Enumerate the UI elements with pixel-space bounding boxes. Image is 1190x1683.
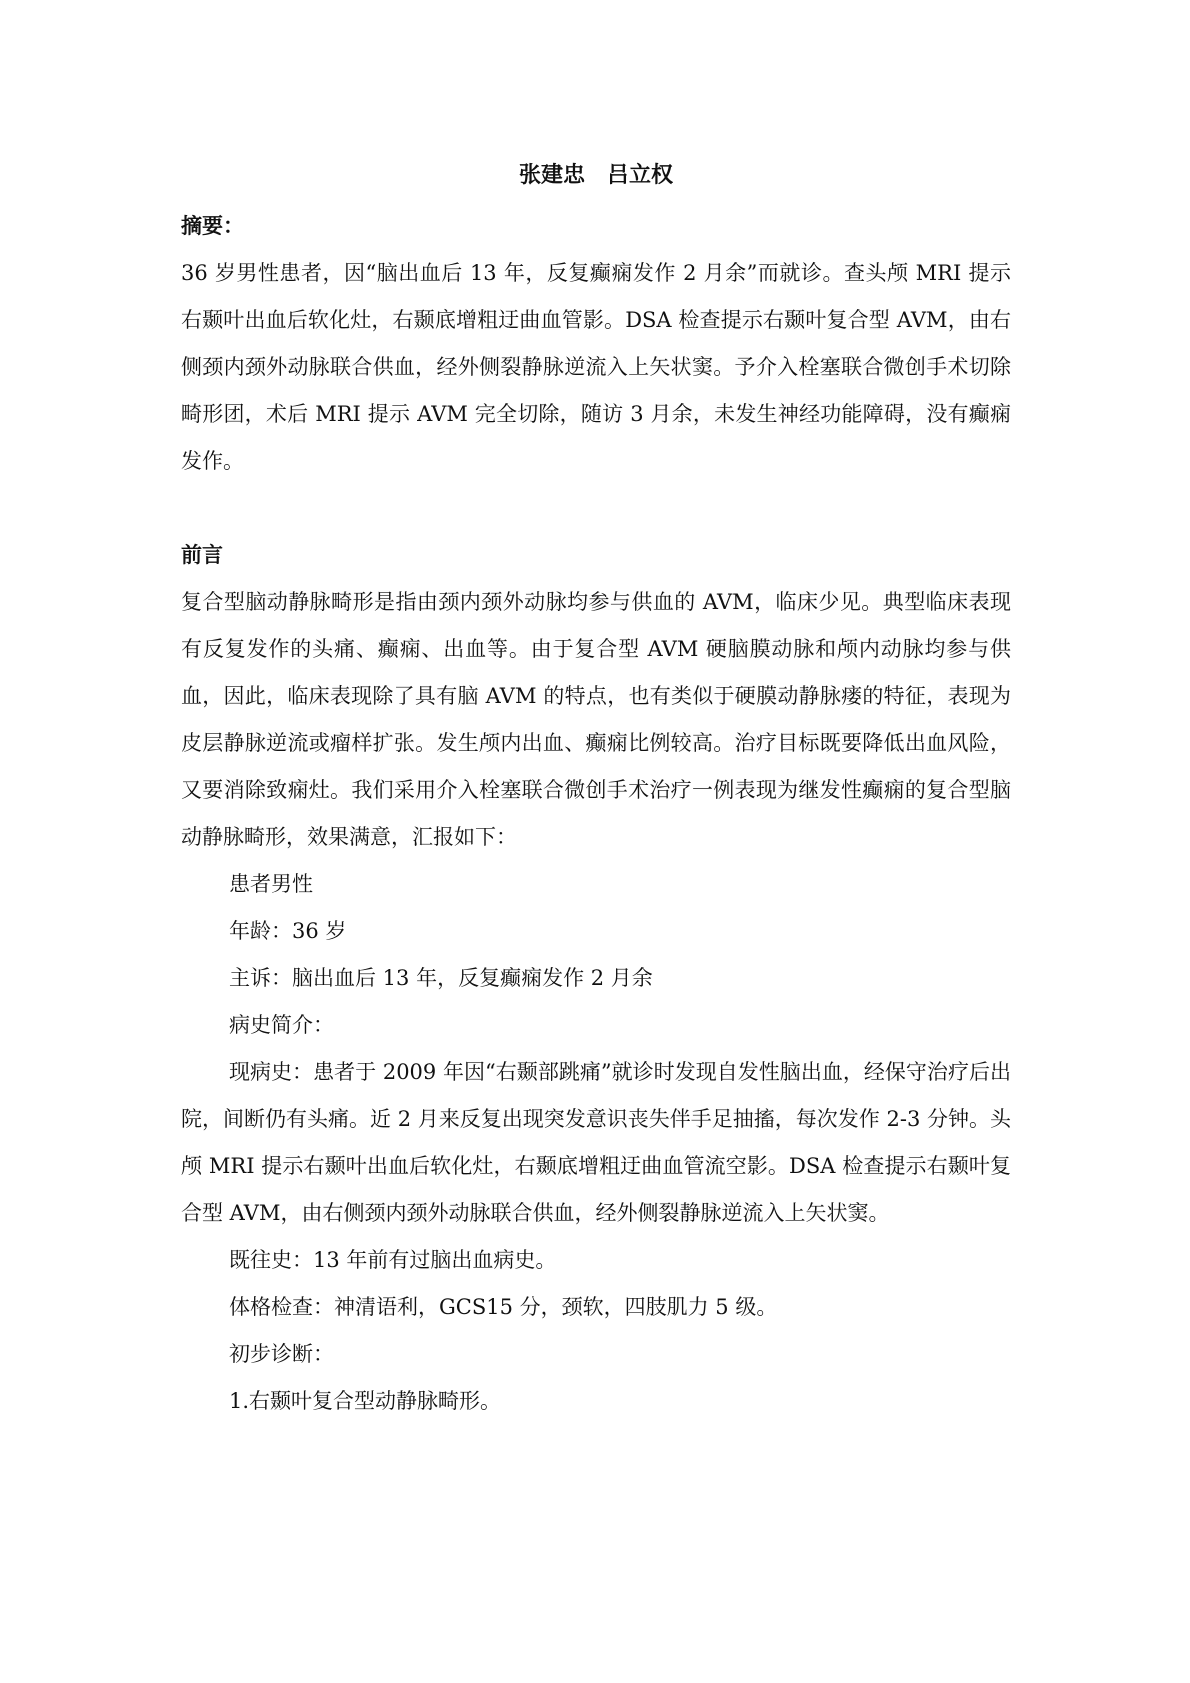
present-history: 现病史：患者于 2009 年因“右颞部跳痛”就诊时发现自发性脑出血，经保守治疗后出院，间断仍有头痛。近 2 月来反复出现突发意识丧失伴手足抽搐，每次发作 2-3 分钟。头颅 MRI 提示右颞叶出血后软化灶，右颞底增粗迂曲血管流空影。DSA 检查提示右颞叶复合型 AVM，由右侧颈内颈外动脉联合供血，经外侧裂静脉逆流入上矢状窦。 [181, 1060, 1011, 1225]
abstract-text: 36 岁男性患者，因“脑出血后 13 年，反复癫痫发作 2 月余”而就诊。查头颅 MRI 提示右颞叶出血后软化灶，右颞底增粗迂曲血管影。DSA 检查提示右颞叶复合型 AVM，由右侧颈内颈外动脉联合供血，经外侧裂静脉逆流入上矢状窦。予介入栓塞联合微创手术切除畸形团，术后 MRI 提示 AVM 完全切除，随访 3 月余，未发生神经功能障碍，没有癫痫发作。 [181, 261, 1011, 473]
diagnosis-item: 1.右颞叶复合型动静脉畸形。 [229, 1389, 502, 1413]
section-spacer [181, 485, 1011, 532]
history-heading: 病史简介： [229, 1013, 334, 1037]
document-body [181, 152, 1011, 1425]
author-names: 张建忠 吕立权 [518, 163, 673, 188]
chief-complaint: 主诉：脑出血后 13 年，反复癫痫发作 2 月余 [229, 966, 653, 990]
past-history: 既往史：13 年前有过脑出血病史。 [229, 1248, 557, 1272]
diagnosis-heading: 初步诊断： [229, 1342, 334, 1366]
physical-exam: 体格检查：神清语利，GCS15 分，颈软，四肢肌力 5 级。 [229, 1295, 778, 1319]
patient-age: 年龄：36 岁 [229, 919, 347, 943]
patient-gender: 患者男性 [229, 872, 313, 896]
abstract-heading: 摘要： [181, 214, 244, 238]
preface-heading: 前言 [181, 543, 223, 567]
preface-text: 复合型脑动静脉畸形是指由颈内颈外动脉均参与供血的 AVM，临床少见。典型临床表现有反复发作的头痛、癫痫、出血等。由于复合型 AVM 硬脑膜动脉和颅内动脉均参与供血，因此，临床表现除了具有脑 AVM 的特点，也有类似于硬膜动静脉瘘的特征，表现为皮层静脉逆流或瘤样扩张。发生颅内出血、癫痫比例较高。治疗目标既要降低出血风险，又要消除致痫灶。我们采用介入栓塞联合微创手术治疗一例表现为继发性癫痫的复合型脑动静脉畸形，效果满意，汇报如下： [181, 590, 1011, 849]
